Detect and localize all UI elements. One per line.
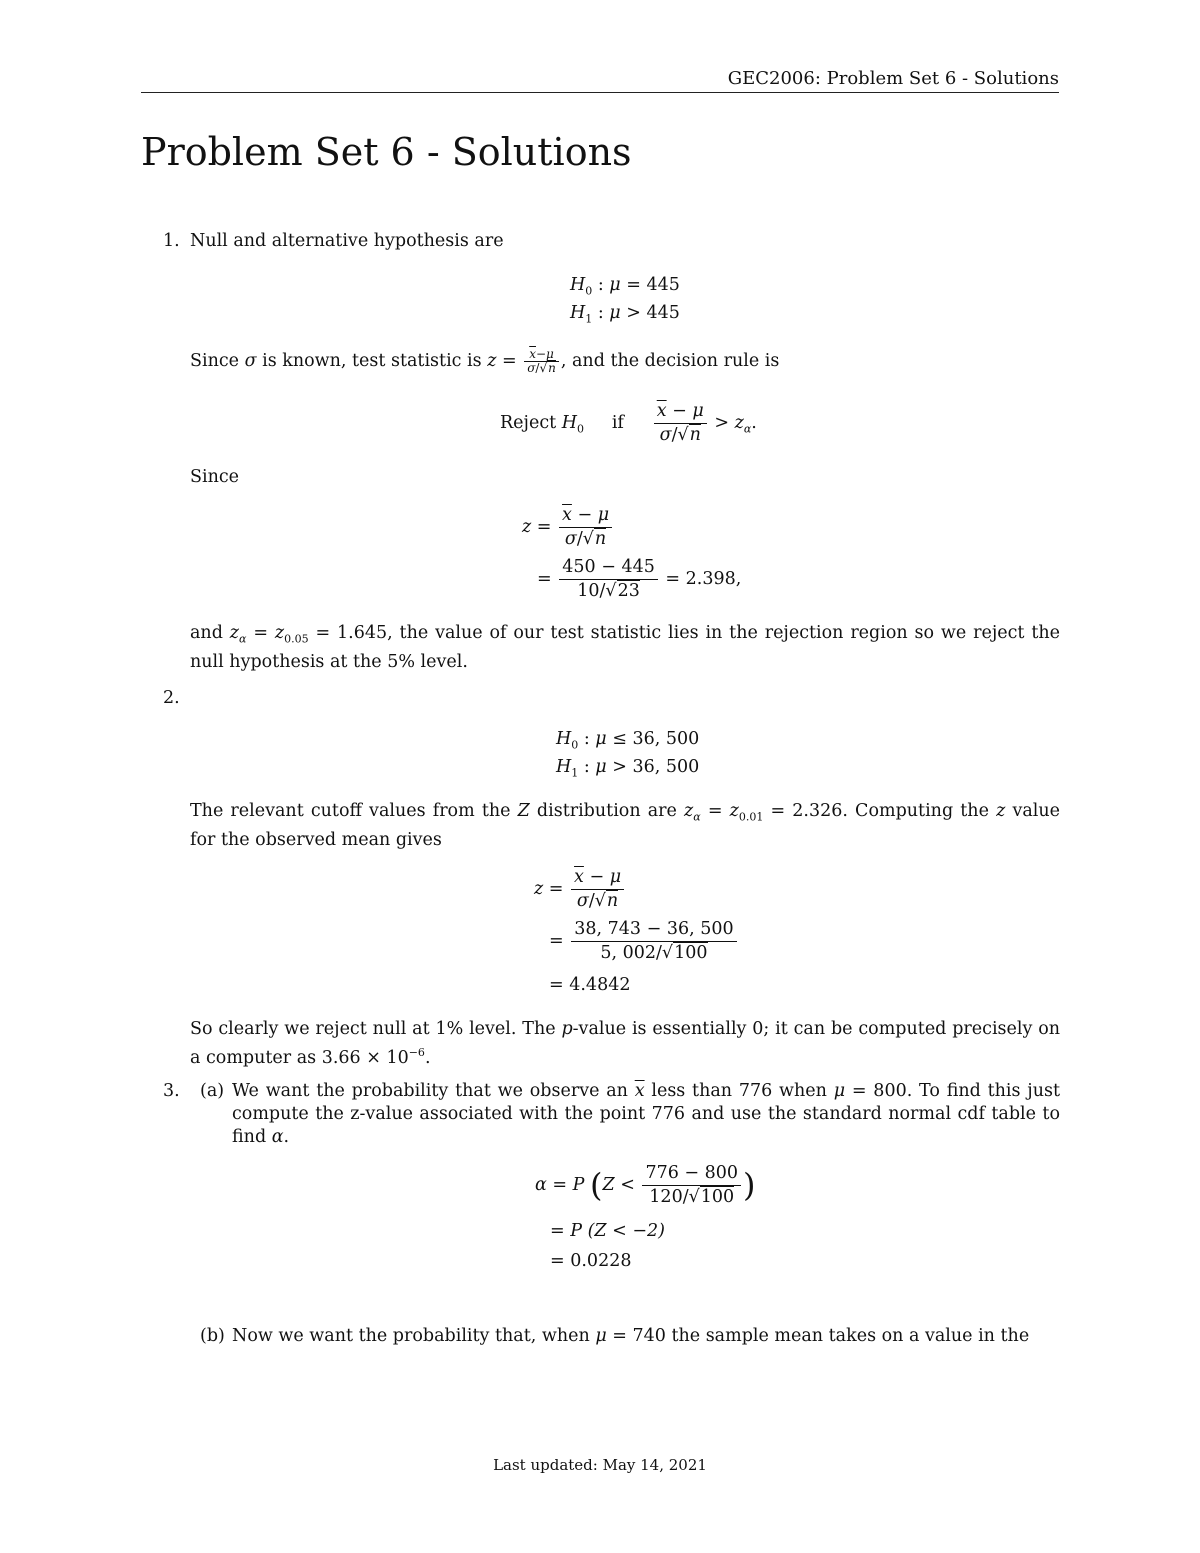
q1-h0: $H_0$ : μ = 445 — [570, 275, 680, 298]
q3-alpha-result: = 0.0228 — [550, 1251, 632, 1271]
q2-h0: $H_0$ : μ ≤ 36, 500 — [556, 729, 700, 752]
footer-last-updated: Last updated: May 14, 2021 — [493, 1456, 707, 1474]
q3-part-a-text: We want the probability that we observe an $\overline{x}$ less than 776 when μ = 800. To find this just compute the z-value associated with the point 776 and use the standard normal cdf table to find α. — [232, 1081, 1060, 1147]
q2-z-formula: z = $\frac{\overline{x} - \mu}{\sigma/√n}$ — [534, 866, 626, 913]
page-title: Problem Set 6 - Solutions — [141, 130, 632, 174]
q1-intro: Null and alternative hypothesis are — [190, 231, 504, 251]
q3-alpha-step2: = P (Z < −2) — [550, 1221, 665, 1241]
q3-alpha-formula: α = P (Z < $\frac{776 - 800}{120/√100}$ ) — [535, 1163, 756, 1207]
q1-decision-rule: Reject $H_0$ if $\frac{\overline{x} - \mu}{\sigma/√n}$ > $z_\alpha$. — [500, 401, 757, 445]
q1-z-computation: = $\frac{450 - 445}{10/√23}$ = 2.398, — [537, 557, 742, 601]
q2-z-computation: = $\frac{38, 743 - 36, 500}{5, 002/√100}$ — [549, 918, 739, 965]
question-1-number: 1. — [163, 231, 180, 251]
q1-since: Since — [190, 467, 240, 487]
running-header: GEC2006: Problem Set 6 - Solutions — [141, 66, 1059, 93]
q1-inline-fraction: $\frac{\overline{x}-\mu}{\sigma/√n}$ — [524, 348, 559, 375]
q1-h1: $H_1$ : μ > 445 — [570, 303, 680, 326]
q1-z-formula: z = $\frac{\overline{x} - \mu}{\sigma/√n}$ — [522, 504, 614, 551]
q3-part-a-label: (a) — [200, 1081, 225, 1101]
q2-h1: $H_1$ : μ > 36, 500 — [556, 757, 700, 780]
question-3-number: 3. — [163, 1081, 180, 1101]
q2-z-result: = 4.4842 — [549, 975, 631, 995]
q2-cutoff-text: The relevant cutoff values from the Z distribution are $z_\alpha = z_{0.01} = 2.326$. Computing the z value for the observed mean gives — [190, 801, 1060, 850]
q3-part-b-text: Now we want the probability that, when μ = 740 the sample mean takes on a value in the — [232, 1326, 1030, 1346]
question-2-number: 2. — [163, 688, 180, 708]
q1-conclusion: and $z_\alpha = z_{0.05} = 1.645$, the value of our test statistic lies in the rejection region so we reject the null hypothesis at the 5% level. — [190, 623, 1060, 672]
q2-conclusion: So clearly we reject null at 1% level. The p-value is essentially 0; it can be computed precisely on a computer as $3.66 \times 10^{-6}$. — [190, 1019, 1061, 1068]
q1-test-statistic-sentence: Since σ is known, test statistic is z = $\frac{\overline{x}-\mu}{\sigma/√n}$ , and the decision rule is — [190, 347, 780, 375]
q3-part-b-label: (b) — [200, 1326, 225, 1346]
